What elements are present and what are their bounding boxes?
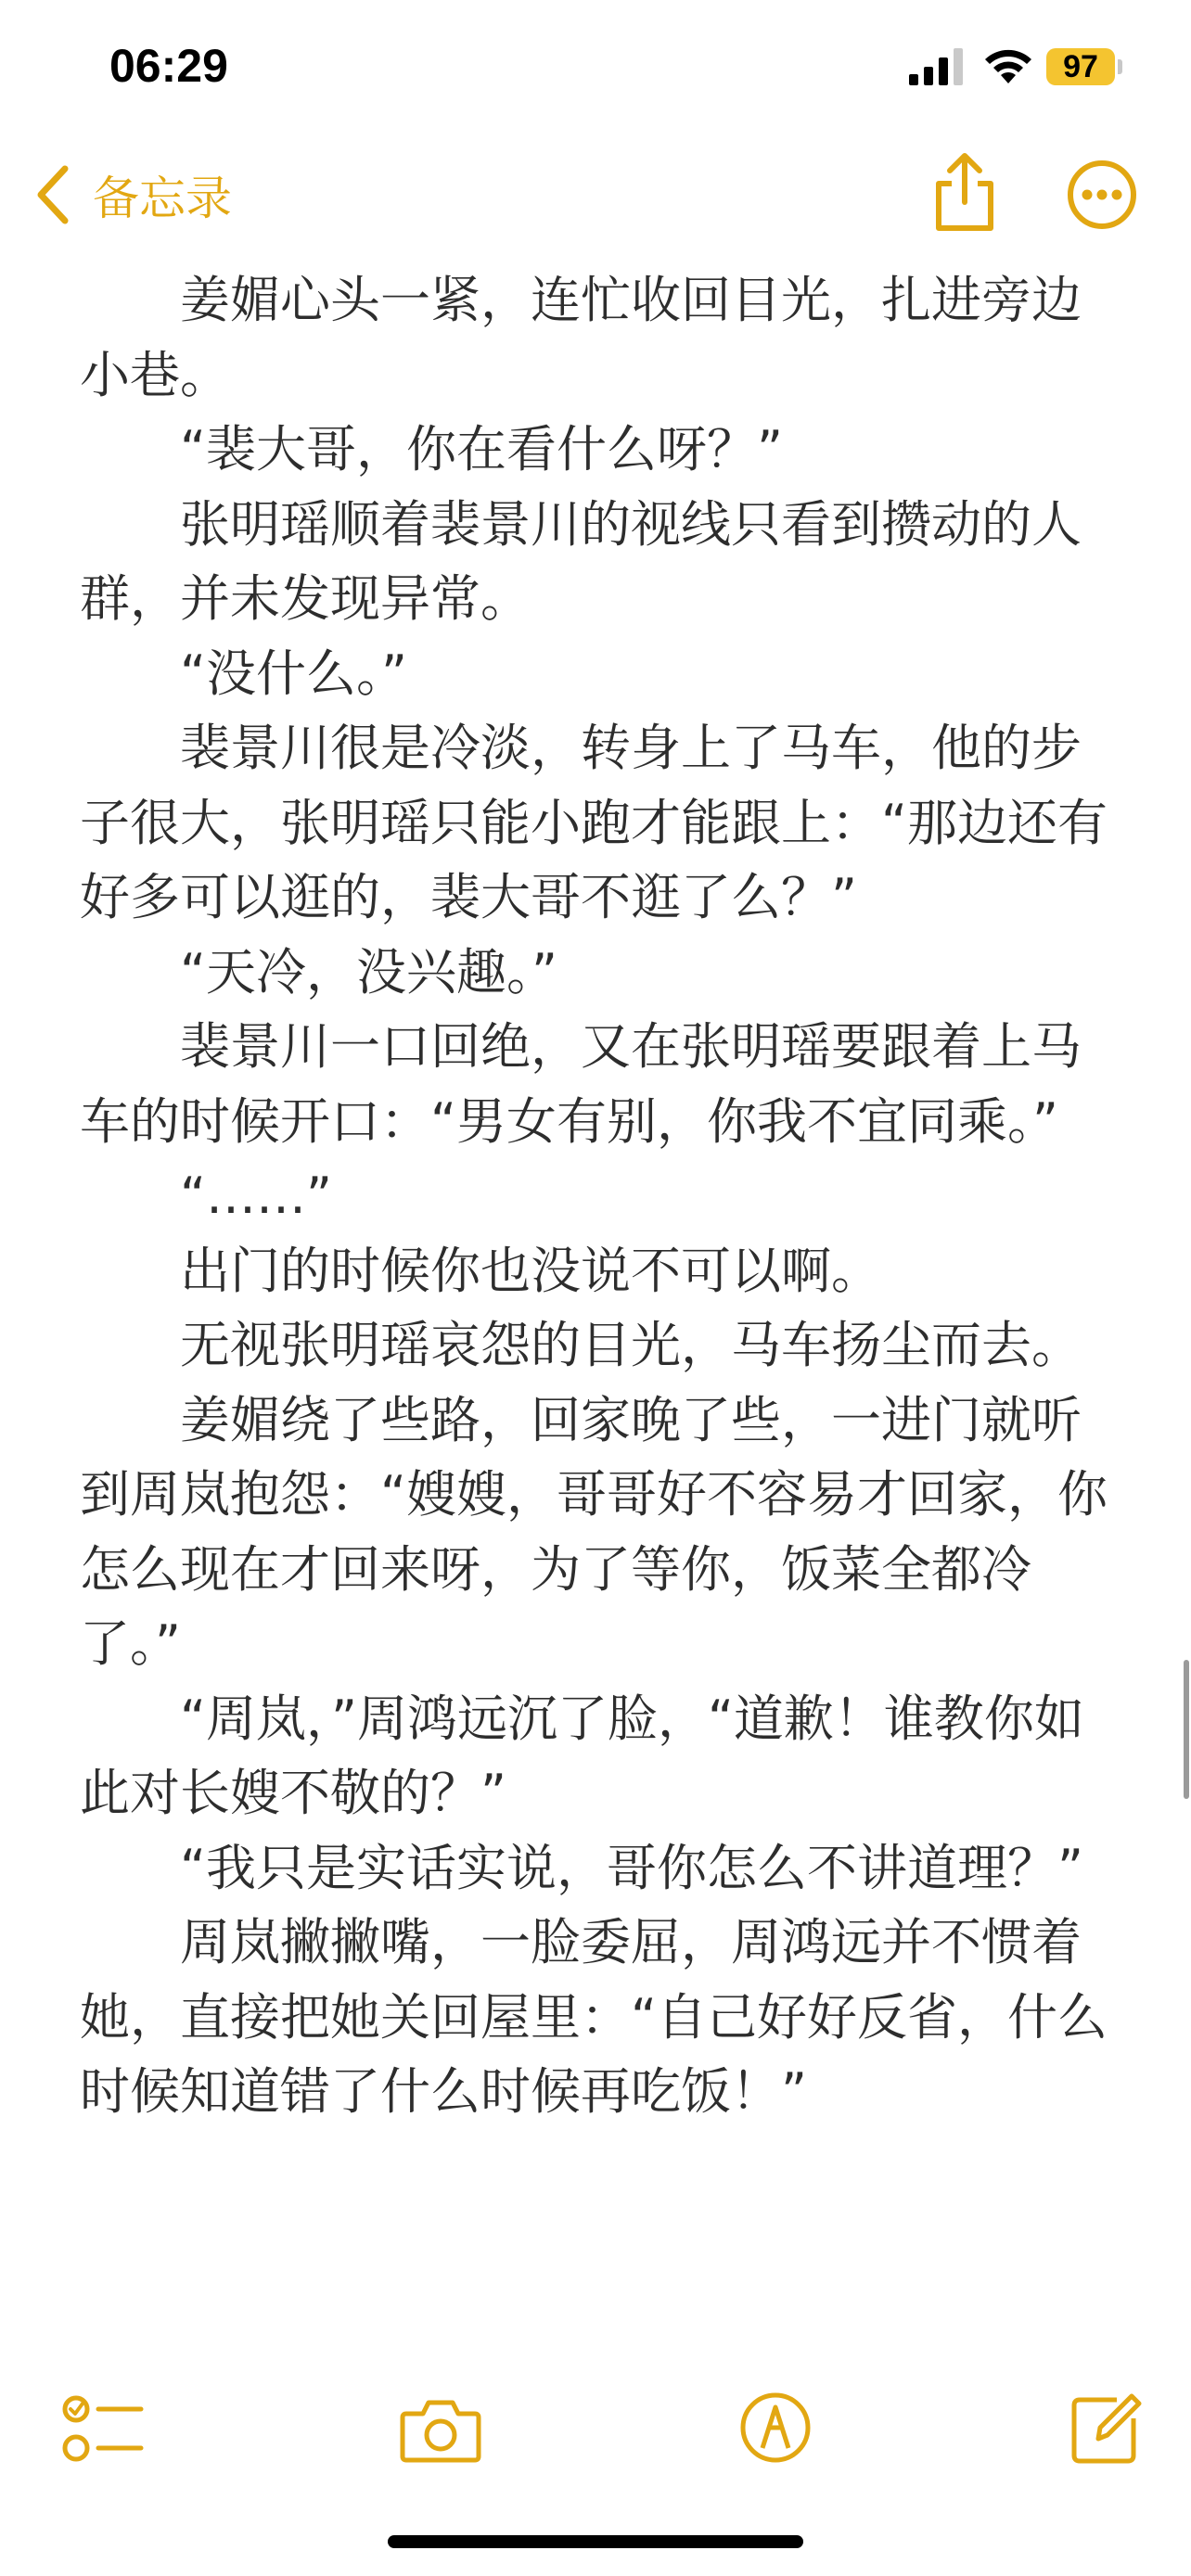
cellular-signal-icon [909, 48, 965, 85]
checklist-icon[interactable] [61, 2392, 145, 2467]
share-icon[interactable] [928, 150, 1002, 234]
note-paragraph: “天冷，没兴趣。” [180, 942, 557, 1001]
markup-pen-icon[interactable] [738, 2391, 813, 2465]
note-paragraph: 裴景川很是冷淡，转身上了马车，他的步子很大，张明瑶只能小跑才能跟上：“那边还有好多可以逛的，裴大哥不逛了么？” [80, 719, 1108, 926]
camera-icon[interactable] [399, 2397, 482, 2464]
wifi-icon [981, 45, 1035, 85]
note-paragraph: “没什么。” [180, 644, 407, 703]
note-paragraph: 出门的时候你也没说不可以啊。 [180, 1241, 881, 1300]
more-options-icon[interactable] [1065, 158, 1139, 232]
note-paragraph: “……” [180, 1167, 332, 1225]
battery-cap [1118, 59, 1122, 74]
battery-level: 97 [1046, 48, 1115, 85]
note-paragraph: 姜媚绕了些路，回家晚了些，一进门就听到周岚抱怨：“嫂嫂，哥哥好不容易才回家，你怎么现在才回来呀，为了等你，饭菜全都冷了。” [80, 1390, 1108, 1673]
back-label: 备忘录 [93, 172, 232, 225]
note-paragraph: “周岚，”周鸿远沉了脸，“道歉！谁教你如此对长嫂不敬的？” [80, 1689, 1084, 1822]
note-paragraph: 姜媚心头一紧，连忙收回目光，扎进旁边小巷。 [80, 271, 1082, 404]
note-paragraph: 裴景川一口回绝，又在张明瑶要跟着上马车的时候开口：“男女有别，你我不宜同乘。” [80, 1017, 1082, 1151]
note-paragraph: “我只是实话实说，哥你怎么不讲道理？” [180, 1838, 1083, 1897]
note-paragraph: 无视张明瑶哀怨的目光，马车扬尘而去。 [180, 1316, 1082, 1374]
note-paragraph: 张明瑶顺着裴景川的视线只看到攒动的人群，并未发现异常。 [80, 494, 1082, 628]
nav-bar [0, 139, 1191, 250]
compose-icon[interactable] [1069, 2391, 1143, 2465]
chevron-left-icon [33, 164, 70, 225]
note-paragraph: 周岚撇撇嘴，一脸委屈，周鸿远并不惯着她，直接把她关回屋里：“自己好好反省，什么时候知道错了什么时候再吃饭！” [80, 1913, 1108, 2121]
note-body[interactable] [80, 263, 1109, 2130]
scroll-indicator[interactable] [1184, 1660, 1189, 1799]
home-indicator[interactable] [388, 2535, 803, 2548]
back-button[interactable] [33, 158, 232, 232]
status-time: 06:29 [109, 40, 228, 92]
note-paragraph: “裴大哥，你在看什么呀？” [180, 420, 783, 478]
status-bar [0, 0, 1191, 130]
